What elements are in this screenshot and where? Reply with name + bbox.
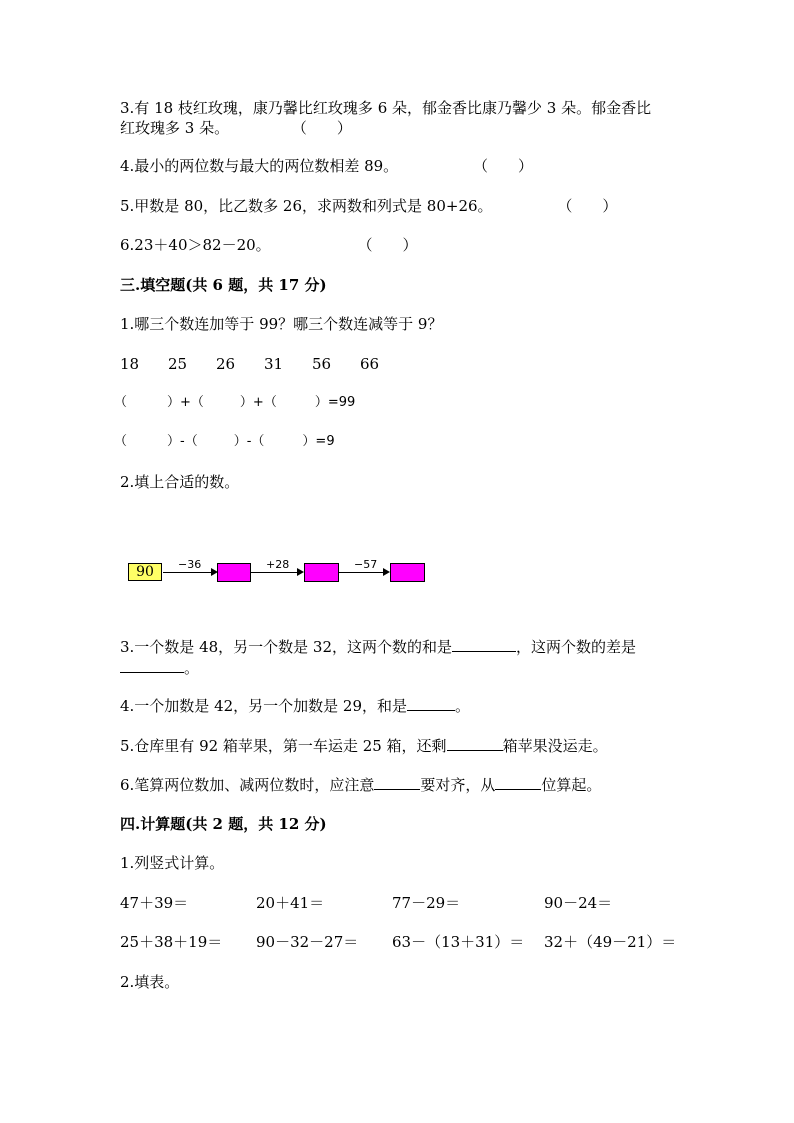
calc-expression: 25＋38＋19＝ [120,933,223,951]
calc-expression: 47＋39＝ [120,894,189,912]
fill-q5-text-b: 箱苹果没运走。 [502,737,608,755]
addition-row [114,392,356,414]
number-option: 18 [120,355,140,373]
paren-open: （ [114,434,128,449]
answer-paren[interactable]: （ ） [557,197,618,215]
answer-paren[interactable]: （ ） [472,157,533,175]
number-option: 66 [360,355,380,373]
calc-q2: 2.填表。 [120,973,180,991]
fill-q2: 2.填上合适的数。 [120,473,240,491]
judgment-q3-line2 [120,117,352,139]
judgment-q3-text: 红玫瑰多 3 朵。 [120,119,230,137]
answer-blank[interactable] [374,773,420,790]
arrow-1 [163,572,213,573]
calc-expression: 32＋（49－21）＝ [544,933,677,951]
fill-q3-line2 [120,656,199,679]
paren-op: ）+（ [239,395,277,410]
answer-blank[interactable] [407,694,455,711]
answer-paren[interactable]: （ ） [291,119,352,137]
judgment-q6 [120,234,417,256]
fill-q3-text-c: 。 [184,659,200,677]
paren-end: ）=99 [314,395,356,410]
start-number-box: 90 [128,563,162,581]
fill-q4 [120,694,470,717]
calc-expression: 90－32－27＝ [256,933,359,951]
paren-end: ）=9 [302,434,335,449]
answer-box-2[interactable] [304,563,339,582]
number-option: 31 [264,355,284,373]
section-title-fill: 三.填空题(共 6 题，共 17 分) [120,276,327,294]
step-label-1: −36 [178,558,202,571]
arrowhead-2 [297,568,304,576]
step-label-3: −57 [354,558,378,571]
number-option: 26 [216,355,236,373]
number-option: 56 [312,355,332,373]
answer-blank[interactable] [120,656,184,673]
arrow-3 [339,572,385,573]
paren-op: ）-（ [167,434,198,449]
judgment-q4 [120,155,533,177]
answer-blank[interactable] [447,734,503,751]
fill-q3-text-a: 3.一个数是 48，另一个数是 32，这两个数的和是 [120,638,453,656]
arrowhead-3 [383,568,390,576]
judgment-q4-text: 4.最小的两位数与最大的两位数相差 89。 [120,157,399,175]
judgment-q6-text: 6.23＋40＞82－20。 [120,236,271,254]
arrow-2 [251,572,299,573]
calc-expression: 77－29＝ [392,894,461,912]
fill-q6-text-a: 6.笔算两位数加、减两位数时，应注意 [120,776,375,794]
number-option: 25 [168,355,188,373]
answer-box-3[interactable] [390,563,425,582]
paren-op: ）-（ [233,434,265,449]
fill-q6-text-c: 位算起。 [541,776,602,794]
paren-op: ）+（ [167,395,204,410]
answer-blank[interactable] [452,635,516,652]
calc-expression: 20＋41＝ [256,894,325,912]
fill-q5 [120,734,608,757]
fill-q5-text-a: 5.仓库里有 92 箱苹果，第一车运走 25 箱，还剩 [120,737,447,755]
fill-q4-text-a: 4.一个加数是 42，另一个加数是 29，和是 [120,697,408,715]
fill-q3-text-b: ，这两个数的差是 [516,638,637,656]
subtraction-row [114,431,335,453]
calc-q1: 1.列竖式计算。 [120,854,225,872]
number-options [120,353,408,375]
fill-q4-text-b: 。 [455,697,471,715]
judgment-q5 [120,195,617,217]
judgment-q3-line1: 3.有 18 枝红玫瑰，康乃馨比红玫瑰多 6 朵，郁金香比康乃馨少 3 朵。郁金香比 [120,99,652,117]
step-label-2: +28 [266,558,290,571]
answer-paren[interactable]: （ ） [357,236,418,254]
fill-q1: 1.哪三个数连加等于 99？哪三个数连减等于 9？ [120,315,443,333]
section-title-calc: 四.计算题(共 2 题，共 12 分) [120,815,327,833]
fill-q6-text-b: 要对齐，从 [420,776,496,794]
paren-open: （ [114,395,128,410]
answer-box-1[interactable] [217,563,251,582]
calc-expression: 90－24＝ [544,894,613,912]
judgment-q5-text: 5.甲数是 80，比乙数多 26，求两数和列式是 80+26。 [120,197,493,215]
fill-q3-line1 [120,635,636,658]
fill-q6 [120,773,601,796]
answer-blank[interactable] [495,773,541,790]
calc-expression: 63－（13＋31）＝ [392,933,525,951]
